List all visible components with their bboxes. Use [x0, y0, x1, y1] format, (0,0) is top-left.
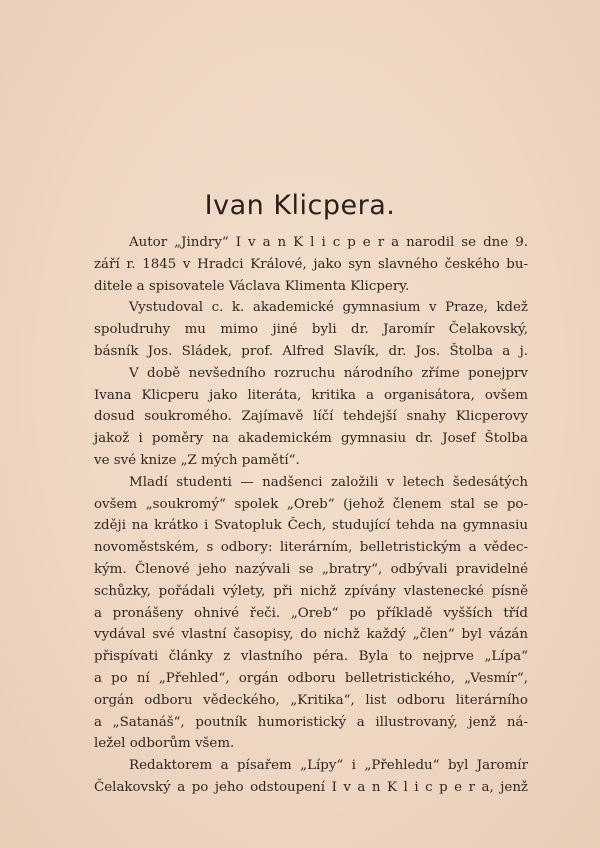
text-line: Čelakovský a po jeho odstoupení I v a n K l i c p e r a, jenž — [94, 779, 528, 795]
text-line: ve své knize „Z mých pamětí“. — [94, 452, 300, 468]
text-line: Autor „Jindry“ I v a n K l i c p e r a narodil se dne 9. — [129, 235, 528, 250]
text-line: schůzky, pořádali výlety, při nichž zpívány vlastenecké písně — [94, 583, 528, 599]
text-line: orgán odboru vědeckého, „Kritika“, list odboru literárního — [94, 692, 528, 708]
text-line: září r. 1845 v Hradci Králové, jako syn slavného českého bu- — [94, 256, 528, 272]
text-line: kým. Členové jeho nazývali se „bratry“, odbývali pravidelné — [94, 561, 528, 577]
text-line: Ivana Klicperu jako literáta, kritika a organisátora, ovšem — [94, 387, 528, 403]
text-line: přispívati články z vlastního péra. Byla to nejprve „Lípa“ — [94, 649, 528, 665]
text-line: básník Jos. Sládek, prof. Alfred Slavík, dr. Jos. Štolba a j. — [94, 343, 528, 359]
text-line: a pronášeny ohnivé řeči. „Oreb“ po příkladě vyšších tříd — [94, 605, 528, 621]
text-line: ditele a spisovatele Václava Klimenta Klicpery. — [94, 278, 410, 294]
text-line: novoměstském, s odbory: literárním, belletristickým a vědec- — [94, 540, 528, 556]
text-line: ležel odborům všem. — [94, 736, 235, 752]
text-line: spoludruhy mu mimo jiné byli dr. Jaromír Čelakovský, — [94, 322, 528, 338]
text-line: jakož i poměry na akademickém gymnasiu dr. Josef Štolba — [94, 431, 528, 447]
text-line: a po ní „Přehled“, orgán odboru belletristického, „Vesmír“, — [94, 670, 528, 686]
text-line: V době nevšedního rozruchu národního zříme ponejprv — [129, 365, 528, 381]
text-line: Redaktorem a písařem „Lípy“ i „Přehledu“ byl Jaromír — [129, 758, 528, 774]
text-line: vydával své vlastní časopisy, do nichž každý „člen“ byl vázán — [94, 627, 528, 643]
text-line: zději na krátko i Svatopluk Čech, studující tehda na gymnasiu — [94, 518, 528, 534]
text-line: dosud soukromého. Zajímavě líčí tehdejší snahy Klicperovy — [94, 409, 528, 425]
article-body — [94, 232, 528, 799]
text-line: Vystudoval c. k. akademické gymnasium v Praze, kdež — [129, 300, 528, 316]
page-title: Ivan Klicpera. — [204, 190, 396, 221]
text-line: ovšem „soukromý“ spolek „Oreb“ (jehož členem stal se po- — [94, 496, 528, 512]
text-line: a „Satanáš“, poutník humoristický a illustrovaný, jenž ná- — [94, 714, 528, 730]
text-line: Mladí studenti — nadšenci založili v letech šedesátých — [129, 474, 528, 490]
